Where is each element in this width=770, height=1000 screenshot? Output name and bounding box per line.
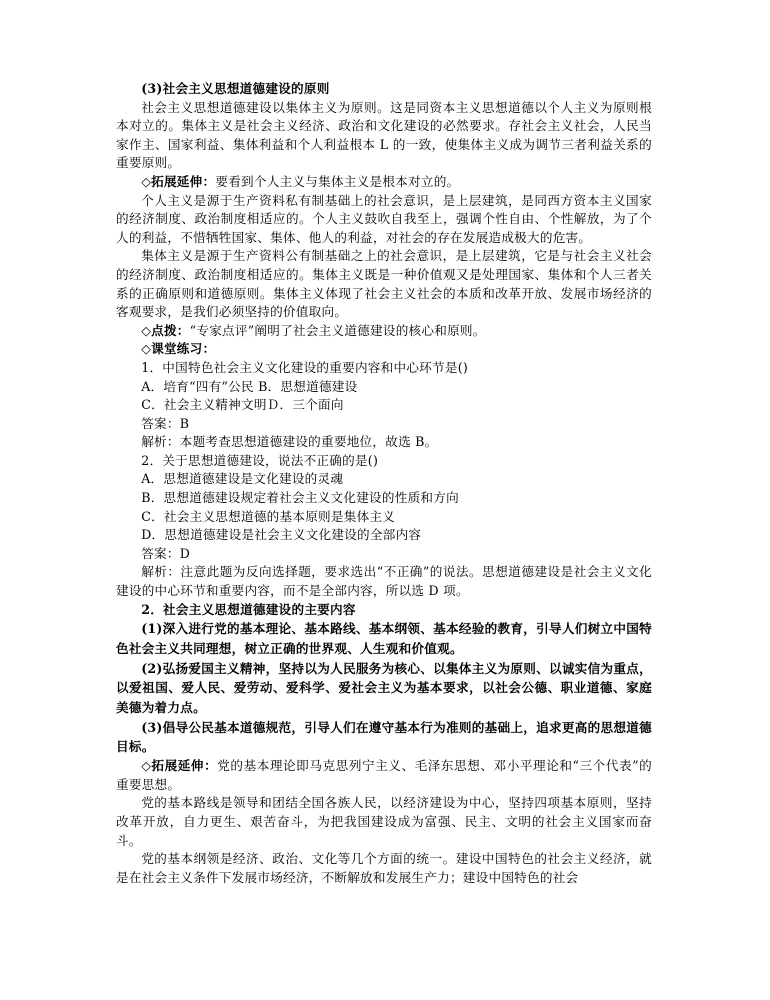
extension-label: ◇拓展延伸： <box>141 173 216 189</box>
question-2-option-a: A．思想道德建设是文化建设的灵魂 <box>141 471 344 487</box>
section-title-main-content: 2．社会主义思想道德建设的主要内容 <box>141 601 356 617</box>
tip-text: “专家点评”阐明了社会主义道德建设的核心和原则。 <box>189 322 486 338</box>
tip-label: ◇点拨： <box>141 322 190 338</box>
question-1-options-ab: A．培育“四有”公民 B．思想道德建设 <box>141 378 358 394</box>
content-point-1: (1)深入进行党的基本理论、基本路线、基本纲领、基本经验的教育，引导人们树立中国特色社会主义共同理想，树立正确的世界观、人生观和价值观。 <box>116 621 652 656</box>
tip-note <box>116 322 652 341</box>
question-2-analysis: 解析：注意此题为反向选择题，要求选出“不正确”的说法。思想道德建设是社会主义文化建设的中心环节和重要内容，而不是全部内容，所以选 D 项。 <box>116 564 652 599</box>
question-1-analysis: 解析：本题考查思想道德建设的重要地位，故选 B。 <box>141 434 438 450</box>
document-page <box>116 80 652 887</box>
question-2-option-b: B．思想道德建设规定着社会主义文化建设的性质和方向 <box>141 490 459 506</box>
question-1-options-cd: C．社会主义精神文明Ｄ．三个面向 <box>141 397 344 413</box>
extension-text-2: 党的基本理论即马克思列宁主义、毛泽东思想、邓小平理论和“三个代表”的重要思想。 <box>116 758 652 792</box>
section-title-principle: (3)社会主义思想道德建设的原则 <box>141 81 330 96</box>
extension-label-2: ◇拓展延伸： <box>141 758 218 774</box>
question-2-option-c: C．社会主义思想道德的基本原则是集体主义 <box>141 508 396 524</box>
content-point-3: (3)倡导公民基本道德规范，引导人们在遵守基本行为准则的基础上，追求更高的思想道德目标。 <box>116 719 652 755</box>
question-2-stem: 2．关于思想道德建设，说法不正确的是() <box>141 452 379 468</box>
question-1-answer: 答案：B <box>141 415 190 431</box>
paragraph-basic-line: 党的基本路线是领导和团结全国各族人民，以经济建设为中心，坚持四项基本原则，坚持改革开放，自力更生、艰苦奋斗，为把我国建设成为富强、民主、文明的社会主义国家而奋斗。 <box>116 795 652 848</box>
question-1-stem: 1．中国特色社会主义文化建设的重要内容和中心环节是() <box>141 359 469 375</box>
paragraph-collectivism: 集体主义是源于生产资料公有制基础之上的社会意识，是上层建筑，它是与社会主义社会的经济制度、政治制度相适应的。集体主义既是一种价值观又是处理国家、集体和个人三者关系的正确原则和道德原则。集体主义体现了社会主义社会的本质和改革开放、发展市场经济的客观要求，是我们必须坚持的价值取向。 <box>116 248 652 320</box>
extension-text: 要看到个人主义与集体主义是根本对立的。 <box>215 173 460 189</box>
extension-note-2 <box>116 757 652 794</box>
content-point-2: (2)弘扬爱国主义精神，坚持以为人民服务为核心、以集体主义为原则、以诚实信为重点，以爱祖国、爱人民、爱劳动、爱科学、爱社会主义为基本要求，以社会公德、职业道德、家庭美德为着力点。 <box>116 660 652 715</box>
paragraph-collectivism-principle: 社会主义思想道德建设以集体主义为原则。这是同资本主义思想道德以个人主义为原则根本对立的。集体主义是社会主义经济、政治和文化建设的必然要求。存社会主义社会，人民当家作主、国家利益、集体利益和个人利益根本 L 的一致，使集体主义成为调节三者利益关系的重要原则。 <box>116 99 652 171</box>
paragraph-individualism: 个人主义是源于生产资料私有制基础上的社会意识，是上层建筑，是同西方资本主义国家的经济制度、政治制度相适应的。个人主义鼓吹自我至上，强调个性自由、个性解放，为了个人的利益，不惜牺牲国家、集体、他人的利益，对社会的存在发展造成极大的危害。 <box>116 192 652 245</box>
practice-label: ◇课堂练习： <box>141 341 216 357</box>
extension-note-1 <box>116 173 652 192</box>
paragraph-basic-program: 党的基本纲领是经济、政治、文化等几个方面的统一。建设中国特色的社会主义经济，就是在社会主义条件下发展市场经济，不断解放和发展生产力；建设中国特色的社会 <box>116 851 652 885</box>
question-2-answer: 答案：D <box>141 545 191 561</box>
question-2-option-d: D．思想道德建设是社会主义文化建设的全部内容 <box>141 527 422 543</box>
